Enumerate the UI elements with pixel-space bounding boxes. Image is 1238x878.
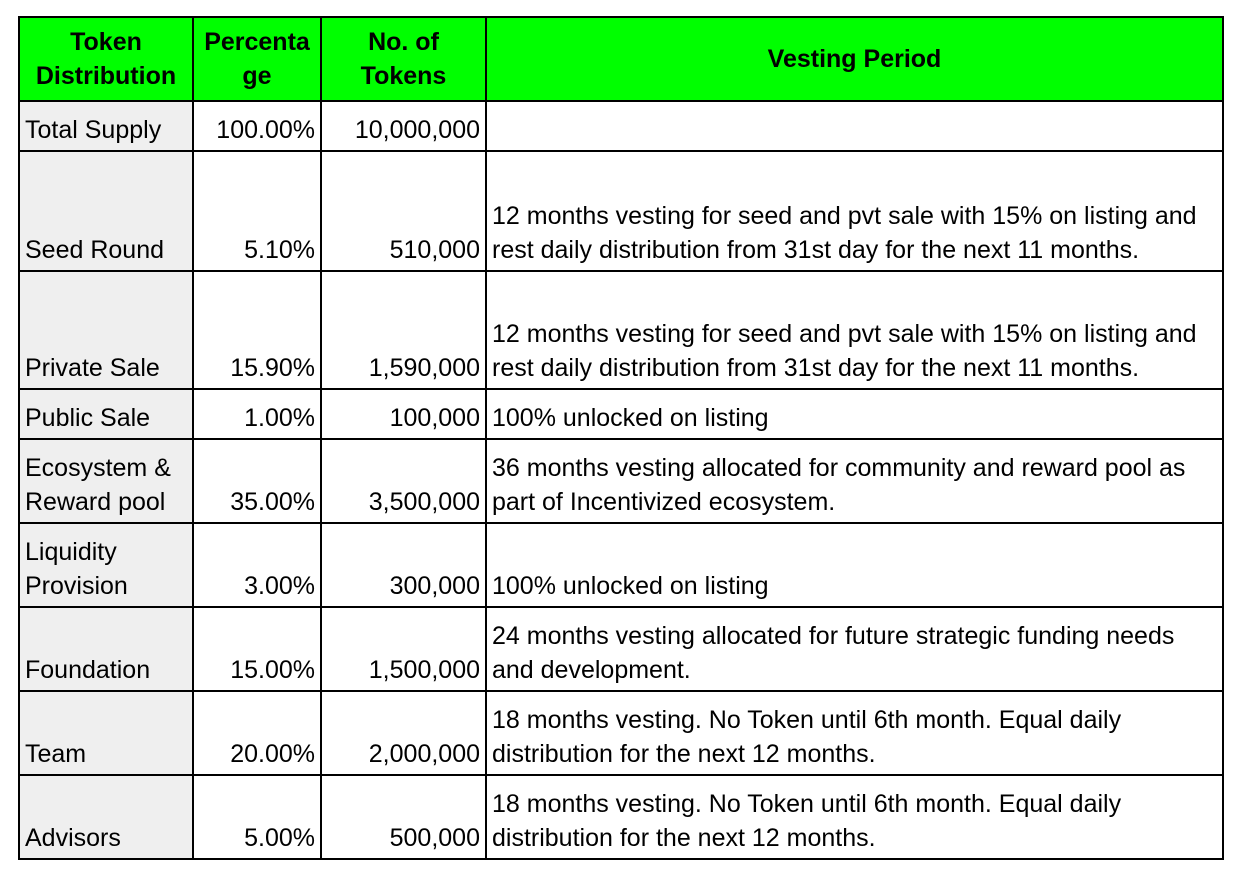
row-name: Public Sale <box>19 389 193 439</box>
row-name: Private Sale <box>19 271 193 389</box>
row-vesting: 36 months vesting allocated for community and reward pool as part of Incentivized ecosystem. <box>486 439 1223 523</box>
header-distribution: Token Distribution <box>19 17 193 101</box>
row-name: Seed Round <box>19 151 193 271</box>
row-name: Foundation <box>19 607 193 691</box>
row-vesting <box>486 101 1223 151</box>
row-tokens: 100,000 <box>321 389 486 439</box>
row-name: Ecosystem & Reward pool <box>19 439 193 523</box>
table-row <box>19 101 1223 151</box>
row-tokens: 1,500,000 <box>321 607 486 691</box>
row-name: Advisors <box>19 775 193 859</box>
row-percentage: 1.00% <box>193 389 321 439</box>
row-tokens: 3,500,000 <box>321 439 486 523</box>
row-vesting: 100% unlocked on listing <box>486 389 1223 439</box>
header-row <box>19 17 1223 101</box>
row-tokens: 1,590,000 <box>321 271 486 389</box>
row-vesting: 12 months vesting for seed and pvt sale with 15% on listing and rest daily distribution from 31st day for the next 11 months. <box>486 271 1223 389</box>
table-row <box>19 439 1223 523</box>
header-tokens: No. of Tokens <box>321 17 486 101</box>
header-percentage: Percentage <box>193 17 321 101</box>
row-name: Team <box>19 691 193 775</box>
table-row <box>19 523 1223 607</box>
header-vesting: Vesting Period <box>486 17 1223 101</box>
row-percentage: 35.00% <box>193 439 321 523</box>
table-row <box>19 607 1223 691</box>
table-row <box>19 271 1223 389</box>
table-row <box>19 775 1223 859</box>
row-name: Liquidity Provision <box>19 523 193 607</box>
row-tokens: 500,000 <box>321 775 486 859</box>
table-row <box>19 151 1223 271</box>
table-body <box>19 101 1223 859</box>
row-name: Total Supply <box>19 101 193 151</box>
table-row <box>19 691 1223 775</box>
row-percentage: 20.00% <box>193 691 321 775</box>
row-vesting: 12 months vesting for seed and pvt sale with 15% on listing and rest daily distribution from 31st day for the next 11 months. <box>486 151 1223 271</box>
row-vesting: 18 months vesting. No Token until 6th month. Equal daily distribution for the next 12 months. <box>486 691 1223 775</box>
row-percentage: 5.00% <box>193 775 321 859</box>
row-percentage: 3.00% <box>193 523 321 607</box>
row-percentage: 5.10% <box>193 151 321 271</box>
row-vesting: 18 months vesting. No Token until 6th month. Equal daily distribution for the next 12 months. <box>486 775 1223 859</box>
row-percentage: 15.00% <box>193 607 321 691</box>
row-tokens: 510,000 <box>321 151 486 271</box>
row-percentage: 15.90% <box>193 271 321 389</box>
row-percentage: 100.00% <box>193 101 321 151</box>
token-distribution-table <box>18 16 1224 860</box>
row-vesting: 24 months vesting allocated for future strategic funding needs and development. <box>486 607 1223 691</box>
row-tokens: 2,000,000 <box>321 691 486 775</box>
row-vesting: 100% unlocked on listing <box>486 523 1223 607</box>
row-tokens: 10,000,000 <box>321 101 486 151</box>
table-row <box>19 389 1223 439</box>
row-tokens: 300,000 <box>321 523 486 607</box>
